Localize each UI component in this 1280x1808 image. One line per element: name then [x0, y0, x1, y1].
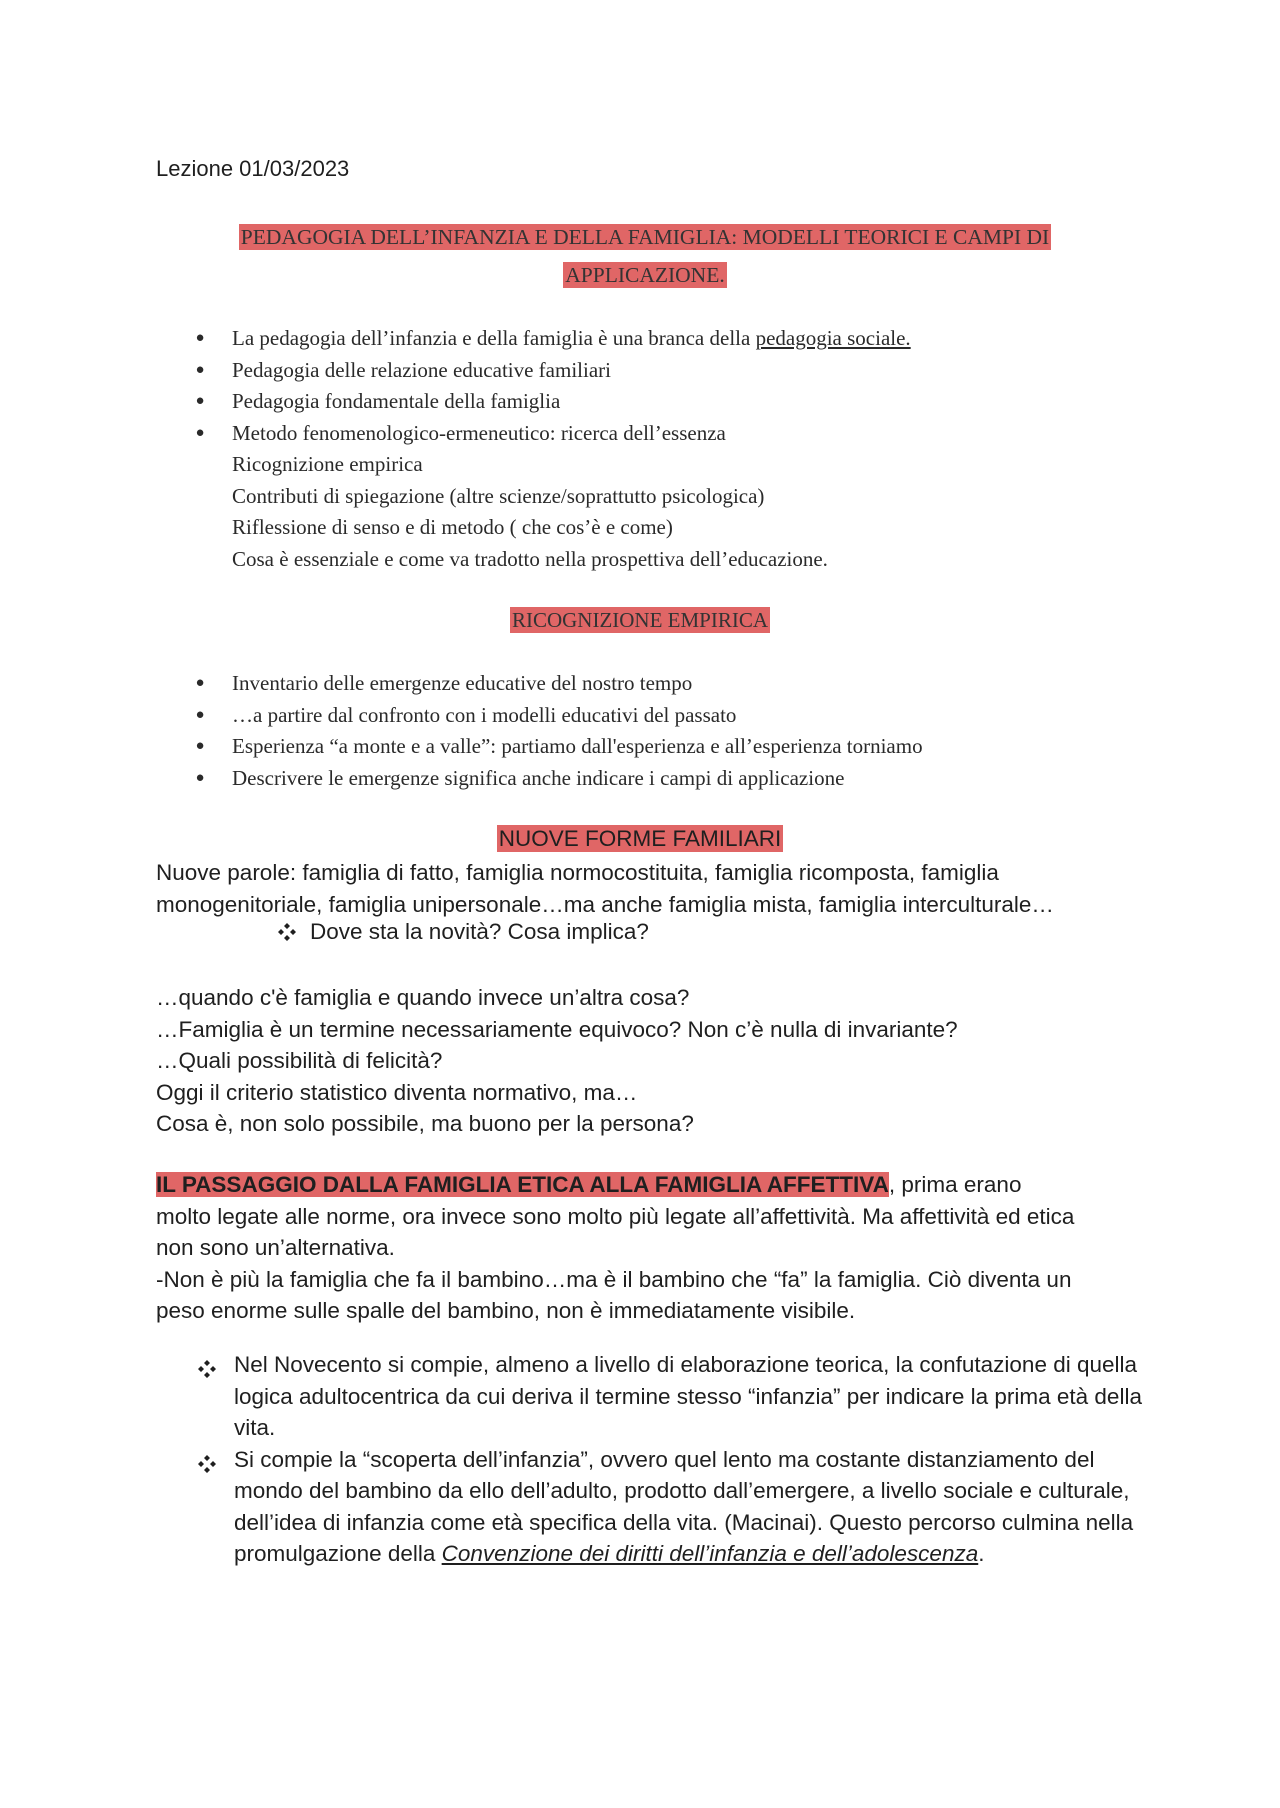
- bullet-dot-icon: ●: [195, 330, 205, 346]
- title-line-2: APPLICAZIONE.: [565, 263, 725, 287]
- ricognizione-heading: RICOGNIZIONE EMPIRICA: [511, 608, 769, 632]
- questions-block: …quando c'è famiglia e quando invece un’altra cosa? …Famiglia è un termine necessariamente equivoco? Non c’è nulla di invariante? …Quali possibilità di felicità? Oggi il criterio statistico diventa normativo, ma… Cosa è, non solo possibile, ma buono per la persona?: [156, 985, 958, 1136]
- sub-line: Ricognizione empirica: [232, 452, 423, 476]
- pedagogia-sociale-link[interactable]: pedagogia sociale.: [755, 326, 911, 350]
- sub-line: Contributi di spiegazione (altre scienze/soprattutto psicologica): [232, 483, 765, 508]
- infancy-diamond-list: [196, 1349, 1156, 1570]
- convention-link[interactable]: Convenzione dei diritti dell’infanzia e dell’adolescenza: [441, 1541, 979, 1566]
- list-item: ● Esperienza “a monte e a valle”: partiamo dall'esperienza e all’esperienza torniamo: [190, 731, 923, 763]
- novelty-question: Dove sta la novità? Cosa implica?: [278, 916, 649, 948]
- list-item: ● La pedagogia dell’infanzia e della famiglia è una branca della pedagogia sociale.: [190, 323, 911, 355]
- bullet-dot-icon: ●: [195, 769, 205, 786]
- document-title: [160, 218, 1130, 294]
- bullet-dot-icon: ●: [195, 424, 205, 441]
- lesson-date: Lezione 01/03/2023: [156, 156, 350, 181]
- section-heading: [0, 608, 1280, 633]
- sub-line: Cosa è essenziale e come va tradotto nella prospettiva dell’educazione.: [232, 546, 828, 571]
- nuove-forme-heading: NUOVE FORME FAMILIARI: [498, 826, 782, 851]
- bullet-dot-icon: ●: [195, 738, 205, 754]
- passage-heading: IL PASSAGGIO DALLA FAMIGLIA ETICA ALLA FAMIGLIA AFFETTIVA: [156, 1172, 889, 1197]
- new-words-paragraph: Nuove parole: famiglia di fatto, famiglia normocostituita, famiglia ricomposta, famiglia monogenitoriale, famiglia unipersonale…ma anche famiglia mista, famiglia interculturale…: [156, 860, 1054, 917]
- title-line-1: PEDAGOGIA DELL’INFANZIA E DELLA FAMIGLIA: MODELLI TEORICI E CAMPI DI: [240, 225, 1050, 249]
- list-item: ● Pedagogia delle relazione educative familiari: [190, 355, 911, 387]
- sub-line: Riflessione di senso e di metodo ( che cos’è e come): [232, 515, 673, 539]
- list-item: Si compie la “scoperta dell’infanzia”, ovvero quel lento ma costante distanziamento del mondo del bambino da ello dell’adulto, prodotto dall’emergere, a livello sociale e culturale, dell’idea di infanzia come età specifica della vita. (Macinai). Questo percorso culmina nella promulgazione della Convenzione dei diritti dell’infanzia e dell’adolescenza.: [196, 1444, 1156, 1570]
- bullet-dot-icon: ●: [195, 675, 205, 691]
- four-diamond-bullet-icon: [198, 1355, 216, 1387]
- list-item: ● Inventario delle emergenze educative del nostro tempo: [190, 668, 923, 700]
- section-heading: [0, 826, 1280, 852]
- bullet-dot-icon: ●: [195, 393, 205, 409]
- passage-paragraph: IL PASSAGGIO DALLA FAMIGLIA ETICA ALLA FAMIGLIA AFFETTIVA, prima erano molto legate alle norme, ora invece sono molto più legate all’affettività. Ma affettività ed etica non sono un’alternativa. -Non è più la famiglia che fa il bambino…ma è il bambino che “fa” la famiglia. Ciò diventa un peso enorme sulle spalle del bambino, non è immediatamente visibile.: [156, 1172, 1075, 1323]
- bullet-dot-icon: ●: [195, 361, 205, 378]
- list-item: ● Pedagogia fondamentale della famiglia: [190, 386, 911, 418]
- list-item: Nel Novecento si compie, almeno a livello di elaborazione teorica, la confutazione di quella logica adultocentrica da cui deriva il termine stesso “infanzia” per indicare la prima età della vita.: [196, 1349, 1156, 1444]
- four-diamond-bullet-icon: [278, 923, 296, 941]
- method-sub-lines: [232, 449, 828, 575]
- four-diamond-bullet-icon: [198, 1450, 216, 1482]
- intro-bullet-list: [190, 323, 911, 449]
- list-item: ● …a partire dal confronto con i modelli educativi del passato: [190, 700, 923, 732]
- bullet-dot-icon: ●: [195, 706, 205, 723]
- list-item: ● Metodo fenomenologico-ermeneutico: ricerca dell’essenza: [190, 418, 911, 450]
- list-item: ● Descrivere le emergenze significa anche indicare i campi di applicazione: [190, 763, 923, 795]
- empirical-bullet-list: [190, 668, 923, 794]
